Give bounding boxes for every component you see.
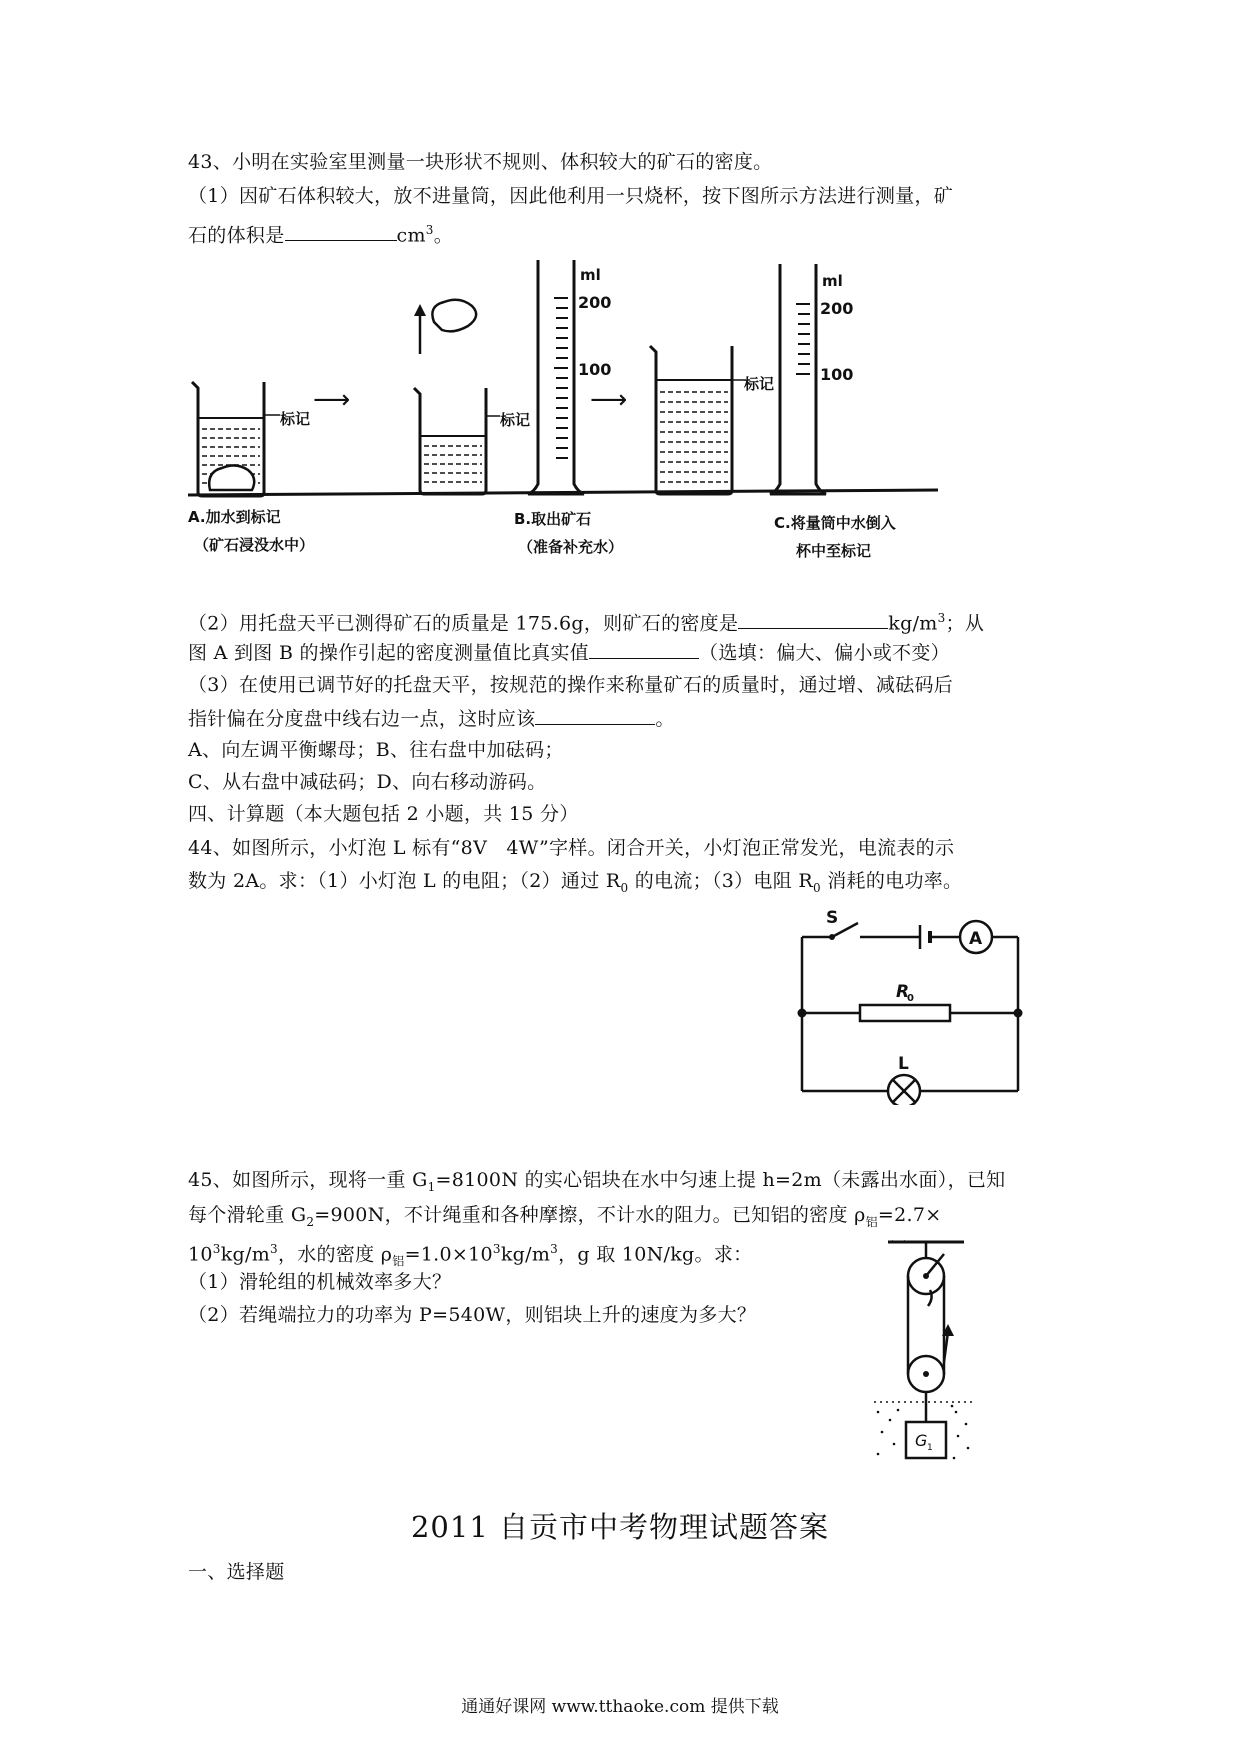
svg-text:1: 1	[927, 1443, 933, 1453]
answer-title: 2011 自贡市中考物理试题答案	[410, 1510, 830, 1544]
q45-pulley-diagram	[868, 1240, 978, 1470]
q43-part1-line2: 石的体积是 $cm^3$。	[188, 223, 454, 247]
beaker-c	[650, 346, 774, 494]
ore-rock-a	[209, 465, 254, 490]
q43-part3-line2: 指针偏在分度盘中线右边一点，这时应该 。	[188, 708, 675, 730]
q43-stem: 43、小明在实验室里测量一块形状不规则、体积较大的矿石的密度。	[188, 151, 773, 173]
q45-line2: 每个滑轮重 $G_2=900N$，不计绳重和各种摩擦，不计水的阻力。已知铝的密度 $\rho_铝=2.7\times$	[188, 1204, 942, 1229]
page-footer: 通通好课网 www.tthaoke.com 提供下载	[461, 1697, 779, 1717]
q43-measurement-figure	[188, 258, 948, 568]
q44-circuit-diagram	[790, 905, 1030, 1105]
caption-a-line2: （矿石浸没水中）	[194, 536, 315, 554]
lamp-label: L	[898, 1054, 909, 1074]
answer-blank-density[interactable]	[738, 610, 888, 629]
q45-line3: $10^3kg/m^3$，水的密度 $\rho_铝=1.0\times 10^3kg/m^3$，g 取 10N/kg。求：	[188, 1242, 753, 1269]
svg-text:ml: ml	[822, 272, 843, 290]
arrow-b-to-c: ⟶	[590, 385, 628, 415]
section-1-heading: 一、选择题	[188, 1561, 285, 1583]
svg-text:ml: ml	[580, 266, 601, 284]
answer-blank-volume[interactable]	[285, 222, 397, 241]
ammeter-label: A	[969, 929, 983, 949]
q45-line1: 45、如图所示，现将一重 $G_1=8100N$ 的实心铝块在水中匀速上提 h=2m（未露出水面），已知	[188, 1169, 1006, 1194]
caption-a-line1: A.加水到标记	[188, 508, 281, 526]
caption-b-line2: （准备补充水）	[518, 538, 624, 556]
ore-rock-b	[432, 300, 476, 332]
graduated-cylinder-1	[528, 260, 611, 494]
beaker-b	[414, 300, 530, 494]
q45-subquestion-1: （1）滑轮组的机械效率多大？	[188, 1271, 452, 1293]
q43-options-cd: C、从右盘中减砝码；D、向右移动游码。	[188, 771, 547, 793]
caption-b-line1: B.取出矿石	[514, 510, 592, 528]
q44-line1: 44、如图所示，小灯泡 L 标有“8V 4W”字样。闭合开关，小灯泡正常发光，电流表的示	[188, 837, 955, 859]
section-4-heading: 四、计算题（本大题包括 2 小题，共 15 分）	[188, 803, 579, 825]
q43-part2-line1: （2）用托盘天平已测得矿石的质量是 175.6g，则矿石的密度是 $kg/m^3$；从	[188, 611, 985, 635]
svg-text:100: 100	[578, 360, 612, 379]
svg-text:100: 100	[820, 365, 854, 384]
q44-line2: 数为 2A。求：（1）小灯泡 L 的电阻；（2）通过 $R_0$ 的电流；（3）电阻 $R_0$ 消耗的电功率。	[188, 870, 963, 895]
answer-blank-error[interactable]	[589, 640, 699, 659]
svg-text:标记: 标记	[280, 410, 311, 428]
q45-subquestion-2: （2）若绳端拉力的功率为 P=540W，则铝块上升的速度为多大？	[188, 1304, 757, 1326]
switch-label: S	[826, 908, 839, 928]
q43-part2-line2: 图 A 到图 B 的操作引起的密度测量值比真实值 （选填：偏大、偏小或不变）	[188, 642, 950, 664]
svg-text:标记: 标记	[500, 411, 531, 429]
resistor-label: R	[896, 982, 910, 1002]
q43-part1-line1: （1）因矿石体积较大，放不进量筒，因此他利用一只烧杯，按下图所示方法进行测量，矿	[188, 185, 954, 207]
q43-options-ab: A、向左调平衡螺母；B、往右盘中加砝码；	[188, 739, 564, 761]
caption-c-line1: C.将量筒中水倒入	[774, 514, 896, 532]
svg-text:200: 200	[578, 293, 612, 312]
beaker-a	[192, 382, 310, 496]
svg-text:200: 200	[820, 299, 854, 318]
q43-part3-line1: （3）在使用已调节好的托盘天平，按规范的操作来称量矿石的质量时，通过增、减砝码后	[188, 674, 954, 696]
arrow-a-to-b: ⟶	[313, 385, 351, 415]
caption-c-line2: 杯中至标记	[796, 542, 872, 560]
svg-text:标记: 标记	[744, 375, 775, 393]
svg-text:0: 0	[907, 993, 914, 1004]
graduated-cylinder-2	[770, 264, 853, 494]
answer-blank-action[interactable]	[535, 706, 655, 725]
block-label: G	[915, 1431, 928, 1450]
